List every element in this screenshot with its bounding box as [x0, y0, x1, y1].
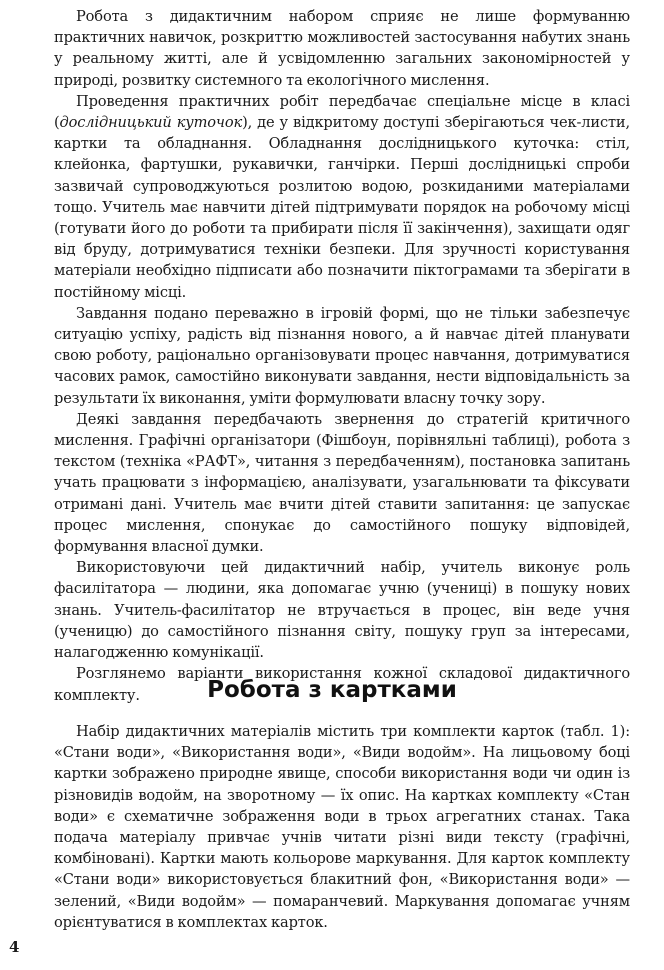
italic-term: дослідницький куточок	[59, 114, 243, 132]
paragraph-text: Проведення практичних робіт передбачає спеціальне місце в класі (	[54, 92, 630, 132]
paragraph-text: ), де у відкритому доступі зберігаються чек-листи, картки та обладнання. Обладнання дослідницького куточка: стіл, клейонка, фартушки, рукавички, ганчірки. Перші дослідницькі спроби зазвичай супроводжуються розлитою водою, розкиданими матеріалами тощо. Учитель має навчити дітей підтримувати порядок на робочому місці (готувати його до роботи та прибирати після її закінчення), захищати одяг від бруду, дотримуватися техніки безпеки. Для зручності користування матеріали необхідно підписати або позначити піктограмами та зберігати в постійному місці.	[54, 114, 630, 301]
paragraph: Розглянемо варіанти використання кожної складової дидактичного комплекту.	[54, 665, 630, 704]
paragraph: Робота з дидактичним набором сприяє не лише формуванню практичних навичок, розкриттю можливостей застосування набутих знань у реальному житті, але й усвідомленню загальних закономірностей у природі, розвитку системного та екологічного мислення.	[54, 8, 630, 89]
paragraph: Набір дидактичних матеріалів містить три комплекти карток (табл. 1): «Стани води», «Використання води», «Види водойм». На лицьовому боці картки зображено природне явище, способи використання води чи один із різновидів водойм, на зворотному — їх опис. На картках комплекту «Стан води» є схематичне зображення води в трьох агрегатних станах. Така подача матеріалу привчає учнів читати різні види тексту (графічні, комбіновані). Картки мають кольорове маркування. Для карток комплекту «Стани води» використовується блакитний фон, «Використання води» — зелений, «Види водойм» — помаранчевий. Маркування допомагає учням орієнтуватися в комплектах карток.	[54, 723, 630, 931]
paragraph: Завдання подано переважно в ігровій формі, що не тільки забезпечує ситуацію успіху, радість від пізнання нового, а й навчає дітей планувати свою роботу, раціонально організовувати процес навчання, дотримуватися часових рамок, самостійно виконувати завдання, нести відповідальність за результати їх виконання, уміти формулювати власну точку зору.	[54, 304, 630, 407]
page-number: 4	[9, 938, 20, 956]
paragraph: Використовуючи цей дидактичний набір, учитель виконує роль фасилітатора — людини, яка допомагає учню (учениці) в пошуку нових знань. Учитель-фасилітатор не втручається в процес, він веде учня (ученицю) до самостійного пізнання світу, пошуку груп за інтересами, налагодженню комунікації.	[54, 559, 630, 662]
body-text-top	[54, 6, 630, 706]
body-text-bottom	[54, 721, 630, 933]
paragraph: Деякі завдання передбачають звернення до стратегій критичного мислення. Графічні організатори (Фішбоун, порівняльні таблиці), робота з текстом (техніка «РАФТ», читання з передбаченням), постановка запитань учать працювати з інформацією, аналізувати, узагальнювати та фіксувати отримані дані. Учитель має вчити дітей ставити запитання: це запускає процес мислення, спонукає до самостійного пошуку відповідей, формування власної думки.	[54, 410, 630, 556]
section-heading: Робота з картками	[207, 677, 457, 703]
paragraph	[54, 91, 630, 303]
